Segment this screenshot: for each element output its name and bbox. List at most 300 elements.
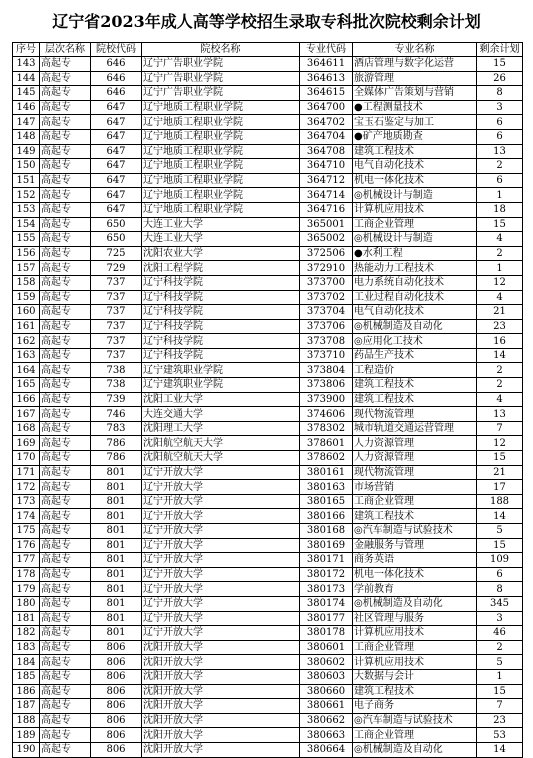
row-school-name-cell: 沈阳开放大学 [142,655,300,670]
row-school-code-cell: 739 [91,392,142,407]
row-remaining-cell: 13 [477,407,523,422]
row-school-code-cell: 647 [91,202,142,217]
table-row [13,553,523,568]
row-remaining-cell: 5 [477,524,523,539]
row-school-name-cell: 辽宁地质工程职业学院 [142,173,300,188]
row-major-code-cell: 364716 [300,202,353,217]
row-major-name-cell: 学前教育 [353,582,477,597]
row-school-name-cell: 沈阳工业大学 [142,392,300,407]
table-row [13,640,523,655]
row-major-name-cell: 全媒体广告策划与营销 [353,86,477,101]
table-row [13,392,523,407]
table-row [13,202,523,217]
row-major-code-cell: 364704 [300,129,353,144]
row-school-code-cell: 737 [91,348,142,363]
row-school-name-cell: 沈阳开放大学 [142,699,300,714]
row-school-name-cell: 沈阳开放大学 [142,640,300,655]
row-remaining-cell: 53 [477,728,523,743]
row-major-code-cell: 378302 [300,421,353,436]
row-major-name-cell: 工商企业管理 [353,217,477,232]
row-school-name-cell: 沈阳开放大学 [142,742,300,757]
row-major-name-cell: 社区管理与服务 [353,611,477,626]
table-row [13,57,523,72]
row-remaining-cell: 2 [477,246,523,261]
row-remaining-cell: 14 [477,742,523,757]
table-row [13,465,523,480]
row-level-cell: 高起专 [40,553,91,568]
row-level-cell: 高起专 [40,246,91,261]
row-seq-cell: 164 [13,363,40,378]
row-major-code-cell: 372910 [300,261,353,276]
row-major-name-cell: 电子商务 [353,699,477,714]
row-seq-cell: 144 [13,71,40,86]
table-row [13,538,523,553]
row-major-code-cell: 373702 [300,290,353,305]
row-remaining-cell: 4 [477,232,523,247]
row-seq-cell: 159 [13,290,40,305]
row-level-cell: 高起专 [40,451,91,466]
row-level-cell: 高起专 [40,669,91,684]
row-school-name-cell: 辽宁开放大学 [142,626,300,641]
row-level-cell: 高起专 [40,655,91,670]
row-school-name-cell: 辽宁开放大学 [142,553,300,568]
row-major-name-cell: ◎机械设计与制造 [353,232,477,247]
row-major-name-cell: 电气自动化技术 [353,305,477,320]
row-school-code-cell: 647 [91,129,142,144]
row-school-code-cell: 738 [91,363,142,378]
row-level-cell: 高起专 [40,742,91,757]
row-level-cell: 高起专 [40,392,91,407]
row-seq-cell: 146 [13,100,40,115]
row-remaining-cell: 15 [477,451,523,466]
row-level-cell: 高起专 [40,480,91,495]
row-major-code-cell: 364611 [300,57,353,72]
row-level-cell: 高起专 [40,144,91,159]
row-seq-cell: 160 [13,305,40,320]
row-seq-cell: 165 [13,378,40,393]
row-level-cell: 高起专 [40,217,91,232]
row-school-code-cell: 647 [91,159,142,174]
table-row [13,567,523,582]
row-major-name-cell: 酒店管理与数字化运营 [353,57,477,72]
row-seq-cell: 166 [13,392,40,407]
row-seq-cell: 184 [13,655,40,670]
table-row [13,378,523,393]
header-level: 层次名称 [40,43,91,57]
row-school-code-cell: 746 [91,407,142,422]
row-major-name-cell: ◎机械制造及自动化 [353,596,477,611]
row-remaining-cell: 21 [477,465,523,480]
row-remaining-cell: 7 [477,699,523,714]
row-school-code-cell: 801 [91,611,142,626]
row-seq-cell: 171 [13,465,40,480]
row-major-name-cell: 电气自动化技术 [353,159,477,174]
row-school-name-cell: 辽宁地质工程职业学院 [142,188,300,203]
table-row [13,261,523,276]
row-major-name-cell: 建筑工程技术 [353,684,477,699]
row-major-code-cell: 364615 [300,86,353,101]
header-major-code: 专业代码 [300,43,353,57]
table-row [13,582,523,597]
row-major-name-cell: ◎汽车制造与试验技术 [353,524,477,539]
header-school-code: 院校代码 [91,43,142,57]
row-level-cell: 高起专 [40,582,91,597]
row-major-code-cell: 380169 [300,538,353,553]
row-major-code-cell: 364702 [300,115,353,130]
row-major-name-cell: 机电一体化技术 [353,173,477,188]
row-major-name-cell: 建筑工程技术 [353,144,477,159]
row-seq-cell: 190 [13,742,40,757]
row-remaining-cell: 14 [477,348,523,363]
row-remaining-cell: 8 [477,86,523,101]
row-remaining-cell: 1 [477,188,523,203]
row-school-code-cell: 737 [91,275,142,290]
row-school-name-cell: 辽宁开放大学 [142,538,300,553]
row-seq-cell: 169 [13,436,40,451]
row-major-code-cell: 380174 [300,596,353,611]
row-major-code-cell: 380178 [300,626,353,641]
row-level-cell: 高起专 [40,611,91,626]
row-major-name-cell: 工商企业管理 [353,494,477,509]
table-row [13,436,523,451]
row-school-code-cell: 806 [91,742,142,757]
row-remaining-cell: 4 [477,290,523,305]
row-school-code-cell: 650 [91,232,142,247]
row-level-cell: 高起专 [40,524,91,539]
row-seq-cell: 149 [13,144,40,159]
row-seq-cell: 148 [13,129,40,144]
row-remaining-cell: 5 [477,655,523,670]
row-seq-cell: 173 [13,494,40,509]
row-level-cell: 高起专 [40,173,91,188]
row-major-code-cell: 380171 [300,553,353,568]
row-remaining-cell: 4 [477,392,523,407]
row-level-cell: 高起专 [40,261,91,276]
table-row [13,509,523,524]
row-level-cell: 高起专 [40,378,91,393]
row-school-name-cell: 辽宁开放大学 [142,480,300,495]
row-major-name-cell: 建筑工程技术 [353,378,477,393]
row-remaining-cell: 8 [477,582,523,597]
row-seq-cell: 185 [13,669,40,684]
table-row [13,494,523,509]
row-school-name-cell: 辽宁地质工程职业学院 [142,129,300,144]
row-remaining-cell: 3 [477,100,523,115]
row-level-cell: 高起专 [40,334,91,349]
row-major-code-cell: 380660 [300,684,353,699]
row-major-name-cell: 建筑工程技术 [353,509,477,524]
row-level-cell: 高起专 [40,494,91,509]
row-school-code-cell: 650 [91,217,142,232]
row-level-cell: 高起专 [40,275,91,290]
row-school-name-cell: 辽宁广告职业学院 [142,86,300,101]
row-major-code-cell: 373708 [300,334,353,349]
row-school-code-cell: 737 [91,334,142,349]
row-school-code-cell: 801 [91,567,142,582]
row-school-code-cell: 801 [91,538,142,553]
row-seq-cell: 172 [13,480,40,495]
row-school-code-cell: 786 [91,451,142,466]
row-seq-cell: 151 [13,173,40,188]
row-major-name-cell: 机电一体化技术 [353,567,477,582]
row-level-cell: 高起专 [40,319,91,334]
row-major-name-cell: 工业过程自动化技术 [353,290,477,305]
row-school-name-cell: 沈阳农业大学 [142,246,300,261]
row-school-code-cell: 783 [91,421,142,436]
row-level-cell: 高起专 [40,640,91,655]
row-seq-cell: 170 [13,451,40,466]
row-level-cell: 高起专 [40,86,91,101]
row-major-code-cell: 380166 [300,509,353,524]
row-school-code-cell: 806 [91,684,142,699]
row-major-name-cell: ◎机械制造及自动化 [353,319,477,334]
row-major-name-cell: 工程造价 [353,363,477,378]
row-remaining-cell: 17 [477,480,523,495]
row-seq-cell: 155 [13,232,40,247]
row-seq-cell: 167 [13,407,40,422]
table-row [13,363,523,378]
row-school-code-cell: 737 [91,305,142,320]
row-major-code-cell: 373706 [300,319,353,334]
row-school-name-cell: 辽宁开放大学 [142,524,300,539]
row-level-cell: 高起专 [40,728,91,743]
row-school-name-cell: 沈阳开放大学 [142,669,300,684]
row-major-code-cell: 380664 [300,742,353,757]
row-school-code-cell: 737 [91,319,142,334]
row-school-name-cell: 辽宁建筑职业学院 [142,378,300,393]
row-school-name-cell: 大连交通大学 [142,407,300,422]
row-major-code-cell: 380163 [300,480,353,495]
row-school-name-cell: 辽宁科技学院 [142,348,300,363]
row-remaining-cell: 1 [477,261,523,276]
row-school-code-cell: 647 [91,188,142,203]
row-remaining-cell: 14 [477,509,523,524]
row-major-code-cell: 380161 [300,465,353,480]
row-school-code-cell: 647 [91,144,142,159]
document-title: 辽宁省2023年成人高等学校招生录取专科批次院校剩余计划 [52,12,481,31]
row-major-code-cell: 380165 [300,494,353,509]
row-major-name-cell: 工商企业管理 [353,640,477,655]
row-school-name-cell: 辽宁开放大学 [142,611,300,626]
row-school-name-cell: 辽宁开放大学 [142,494,300,509]
row-school-name-cell: 大连工业大学 [142,217,300,232]
row-major-name-cell: 市场营销 [353,480,477,495]
row-seq-cell: 186 [13,684,40,699]
row-seq-cell: 182 [13,626,40,641]
table-row [13,699,523,714]
row-major-code-cell: 364613 [300,71,353,86]
row-level-cell: 高起专 [40,421,91,436]
row-remaining-cell: 21 [477,305,523,320]
row-school-name-cell: 辽宁开放大学 [142,567,300,582]
row-seq-cell: 187 [13,699,40,714]
row-remaining-cell: 16 [477,334,523,349]
row-level-cell: 高起专 [40,202,91,217]
row-remaining-cell: 2 [477,363,523,378]
row-seq-cell: 178 [13,567,40,582]
row-major-code-cell: 380663 [300,728,353,743]
header-school-name: 院校名称 [142,43,300,57]
row-remaining-cell: 345 [477,596,523,611]
row-major-code-cell: 373700 [300,275,353,290]
row-school-code-cell: 806 [91,713,142,728]
row-remaining-cell: 2 [477,378,523,393]
row-remaining-cell: 15 [477,684,523,699]
row-remaining-cell: 15 [477,57,523,72]
row-school-name-cell: 辽宁地质工程职业学院 [142,159,300,174]
row-major-name-cell: ◎机械设计与制造 [353,188,477,203]
row-major-name-cell: 人力资源管理 [353,451,477,466]
row-major-code-cell: 380602 [300,655,353,670]
table-row [13,319,523,334]
row-seq-cell: 156 [13,246,40,261]
table-row [13,129,523,144]
table-row [13,421,523,436]
row-school-name-cell: 辽宁广告职业学院 [142,57,300,72]
table-row [13,86,523,101]
row-seq-cell: 150 [13,159,40,174]
row-major-code-cell: 372506 [300,246,353,261]
row-level-cell: 高起专 [40,567,91,582]
row-major-name-cell: 现代物流管理 [353,407,477,422]
row-seq-cell: 174 [13,509,40,524]
row-major-code-cell: 380603 [300,669,353,684]
table-row [13,669,523,684]
row-school-name-cell: 大连工业大学 [142,232,300,247]
row-school-name-cell: 辽宁科技学院 [142,275,300,290]
row-seq-cell: 158 [13,275,40,290]
row-level-cell: 高起专 [40,407,91,422]
row-school-code-cell: 801 [91,480,142,495]
row-level-cell: 高起专 [40,115,91,130]
row-school-code-cell: 806 [91,655,142,670]
row-level-cell: 高起专 [40,626,91,641]
row-remaining-cell: 109 [477,553,523,568]
row-remaining-cell: 12 [477,436,523,451]
row-remaining-cell: 6 [477,129,523,144]
row-seq-cell: 176 [13,538,40,553]
row-school-code-cell: 646 [91,71,142,86]
row-major-code-cell: 378602 [300,451,353,466]
row-level-cell: 高起专 [40,188,91,203]
row-school-name-cell: 辽宁科技学院 [142,334,300,349]
row-major-name-cell: ●水利工程 [353,246,477,261]
row-remaining-cell: 2 [477,640,523,655]
table-row [13,626,523,641]
row-seq-cell: 181 [13,611,40,626]
row-level-cell: 高起专 [40,538,91,553]
row-remaining-cell: 6 [477,115,523,130]
row-major-name-cell: 计算机应用技术 [353,655,477,670]
row-school-name-cell: 辽宁开放大学 [142,582,300,597]
row-school-name-cell: 辽宁地质工程职业学院 [142,100,300,115]
row-school-code-cell: 801 [91,524,142,539]
row-school-name-cell: 辽宁开放大学 [142,596,300,611]
row-remaining-cell: 18 [477,202,523,217]
row-major-code-cell: 380601 [300,640,353,655]
row-major-code-cell: 380172 [300,567,353,582]
row-major-code-cell: 380173 [300,582,353,597]
row-major-name-cell: 城市轨道交通运营管理 [353,421,477,436]
header-major-name: 专业名称 [353,43,477,57]
row-major-name-cell: 金融服务与管理 [353,538,477,553]
row-school-name-cell: 辽宁广告职业学院 [142,71,300,86]
table-row [13,684,523,699]
row-level-cell: 高起专 [40,713,91,728]
row-major-code-cell: 365002 [300,232,353,247]
table-row [13,407,523,422]
row-school-code-cell: 806 [91,640,142,655]
row-major-name-cell: 建筑工程技术 [353,392,477,407]
row-level-cell: 高起专 [40,232,91,247]
row-remaining-cell: 23 [477,713,523,728]
row-school-code-cell: 725 [91,246,142,261]
table-row [13,232,523,247]
header-seq: 序号 [13,43,40,57]
row-school-name-cell: 沈阳航空航天大学 [142,436,300,451]
row-level-cell: 高起专 [40,596,91,611]
row-level-cell: 高起专 [40,71,91,86]
row-major-code-cell: 364710 [300,159,353,174]
table-row [13,275,523,290]
row-remaining-cell: 3 [477,611,523,626]
row-remaining-cell: 1 [477,669,523,684]
row-major-code-cell: 365001 [300,217,353,232]
row-school-name-cell: 沈阳开放大学 [142,684,300,699]
table-row [13,305,523,320]
row-major-name-cell: 热能动力工程技术 [353,261,477,276]
table-row [13,742,523,757]
row-school-name-cell: 辽宁开放大学 [142,509,300,524]
row-major-code-cell: 364714 [300,188,353,203]
row-major-code-cell: 373806 [300,378,353,393]
row-seq-cell: 179 [13,582,40,597]
row-major-name-cell: 人力资源管理 [353,436,477,451]
row-major-name-cell: 现代物流管理 [353,465,477,480]
row-remaining-cell: 15 [477,217,523,232]
row-remaining-cell: 12 [477,275,523,290]
table-row [13,713,523,728]
table-row [13,655,523,670]
row-school-code-cell: 806 [91,699,142,714]
table-row [13,100,523,115]
row-seq-cell: 188 [13,713,40,728]
row-school-name-cell: 辽宁建筑职业学院 [142,363,300,378]
row-school-code-cell: 737 [91,290,142,305]
row-school-code-cell: 806 [91,669,142,684]
row-school-code-cell: 647 [91,115,142,130]
row-school-name-cell: 辽宁地质工程职业学院 [142,144,300,159]
row-remaining-cell: 46 [477,626,523,641]
row-school-code-cell: 801 [91,465,142,480]
row-major-code-cell: 364708 [300,144,353,159]
row-school-name-cell: 沈阳航空航天大学 [142,451,300,466]
row-level-cell: 高起专 [40,465,91,480]
row-school-code-cell: 801 [91,626,142,641]
row-school-code-cell: 801 [91,553,142,568]
row-level-cell: 高起专 [40,684,91,699]
row-school-name-cell: 辽宁科技学院 [142,290,300,305]
row-major-name-cell: 计算机应用技术 [353,626,477,641]
table-row [13,334,523,349]
row-level-cell: 高起专 [40,436,91,451]
row-school-name-cell: 沈阳开放大学 [142,728,300,743]
row-major-name-cell: 计算机应用技术 [353,202,477,217]
table-row [13,217,523,232]
row-school-name-cell: 辽宁地质工程职业学院 [142,115,300,130]
row-major-code-cell: 374606 [300,407,353,422]
row-school-name-cell: 辽宁科技学院 [142,319,300,334]
